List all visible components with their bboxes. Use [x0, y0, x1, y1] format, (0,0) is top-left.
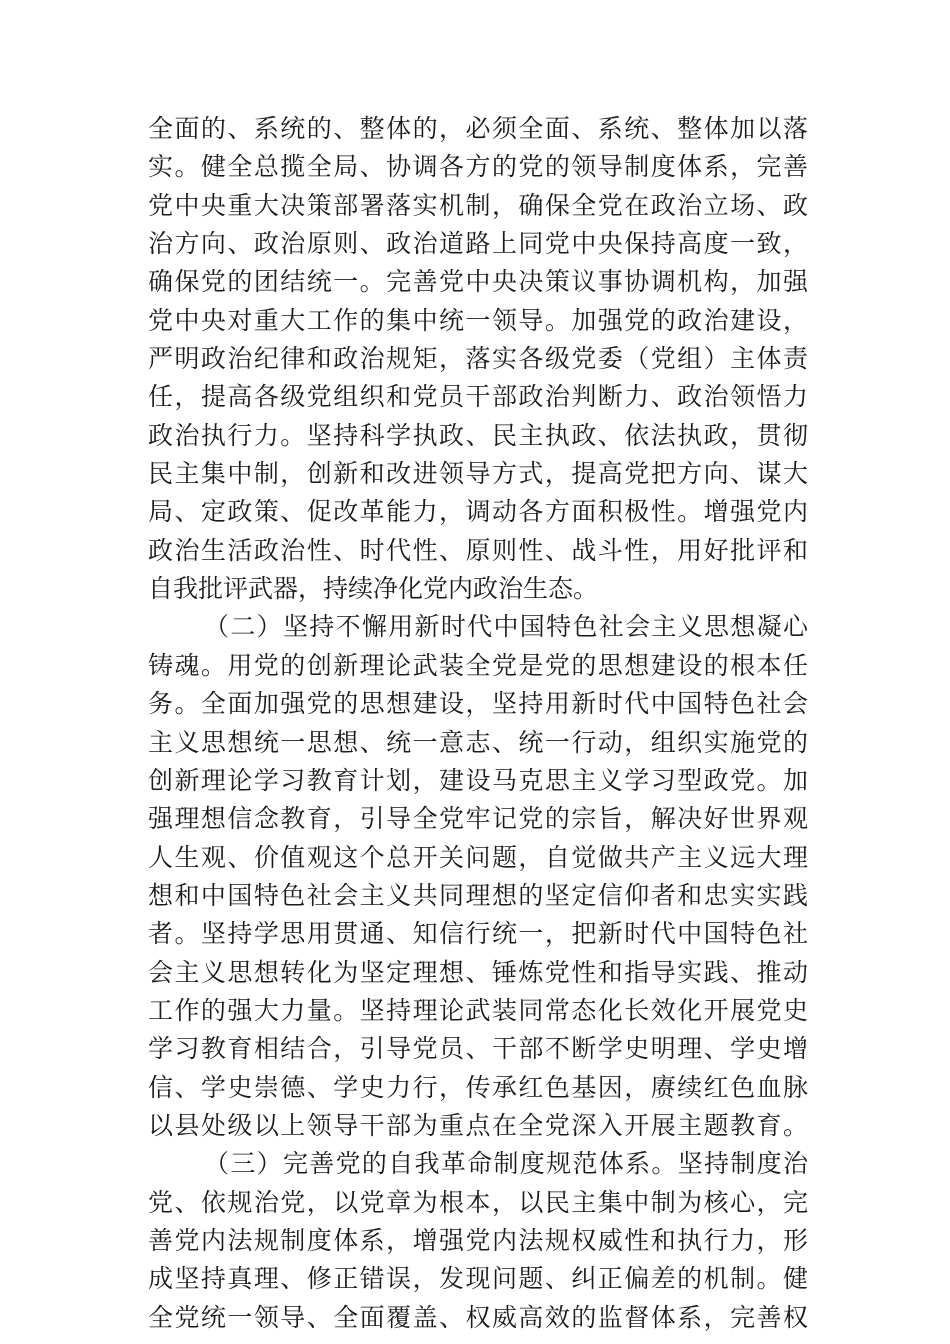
body-text	[148, 110, 808, 1337]
text-line: 自我批评武器，持续净化党内政治生态。	[148, 574, 599, 604]
text-line: 信、学史崇德、学史力行，传承红色基因，赓续红色血脉	[148, 1072, 808, 1102]
text-line: 者。坚持学思用贯通、知信行统一，把新时代中国特色社	[148, 919, 808, 949]
text-line: 成坚持真理、修正错误，发现问题、纠正偏差的机制。健	[148, 1264, 808, 1294]
text-line: 工作的强大力量。坚持理论武装同常态化长效化开展党史	[148, 995, 808, 1025]
text-line: 局、定政策、促改革能力，调动各方面积极性。增强党内	[148, 497, 808, 527]
text-line: 全面的、系统的、整体的，必须全面、系统、整体加以落	[148, 114, 808, 143]
text-line: 全党统一领导、全面覆盖、权威高效的监督体系，完善权	[148, 1302, 808, 1332]
text-line: 政治生活政治性、时代性、原则性、战斗性，用好批评和	[148, 535, 808, 565]
text-line: 任，提高各级党组织和党员干部政治判断力、政治领悟力	[148, 382, 808, 412]
section-heading-line: （二）坚持不懈用新时代中国特色社会主义思想凝心	[204, 612, 808, 642]
text-line: 党中央对重大工作的集中统一领导。加强党的政治建设，	[148, 305, 808, 335]
section-heading-line: （三）完善党的自我革命制度规范体系。坚持制度治	[204, 1149, 808, 1179]
text-line: 党、依规治党，以党章为根本，以民主集中制为核心，完	[148, 1187, 808, 1217]
text-line: 铸魂。用党的创新理论武装全党是党的思想建设的根本任	[148, 650, 808, 680]
text-line: 学习教育相结合，引导党员、干部不断学史明理、学史增	[148, 1034, 808, 1064]
text-line: 以县处级以上领导干部为重点在全党深入开展主题教育。	[148, 1110, 808, 1140]
text-line: 治方向、政治原则、政治道路上同党中央保持高度一致，	[148, 229, 808, 259]
text-line: 会主义思想转化为坚定理想、锤炼党性和指导实践、推动	[148, 957, 808, 987]
text-line: 主义思想统一思想、统一意志、统一行动，组织实施党的	[148, 727, 808, 757]
text-line: 务。全面加强党的思想建设，坚持用新时代中国特色社会	[148, 689, 808, 719]
text-line: 实。健全总揽全局、协调各方的党的领导制度体系，完善	[148, 152, 808, 182]
text-line: 强理想信念教育，引导全党牢记党的宗旨，解决好世界观	[148, 804, 808, 834]
text-line: 党中央重大决策部署落实机制，确保全党在政治立场、政	[148, 190, 808, 220]
text-line: 善党内法规制度体系，增强党内法规权威性和执行力，形	[148, 1225, 808, 1255]
text-line: 创新理论学习教育计划，建设马克思主义学习型政党。加	[148, 765, 808, 795]
text-line: 人生观、价值观这个总开关问题，自觉做共产主义远大理	[148, 842, 808, 872]
text-line: 确保党的团结统一。完善党中央决策议事协调机构，加强	[148, 267, 808, 297]
text-line: 政治执行力。坚持科学执政、民主执政、依法执政，贯彻	[148, 420, 808, 450]
text-line: 想和中国特色社会主义共同理想的坚定信仰者和忠实实践	[148, 880, 808, 910]
text-line: 民主集中制，创新和改进领导方式，提高党把方向、谋大	[148, 459, 808, 489]
text-line: 严明政治纪律和政治规矩，落实各级党委（党组）主体责	[148, 344, 808, 374]
